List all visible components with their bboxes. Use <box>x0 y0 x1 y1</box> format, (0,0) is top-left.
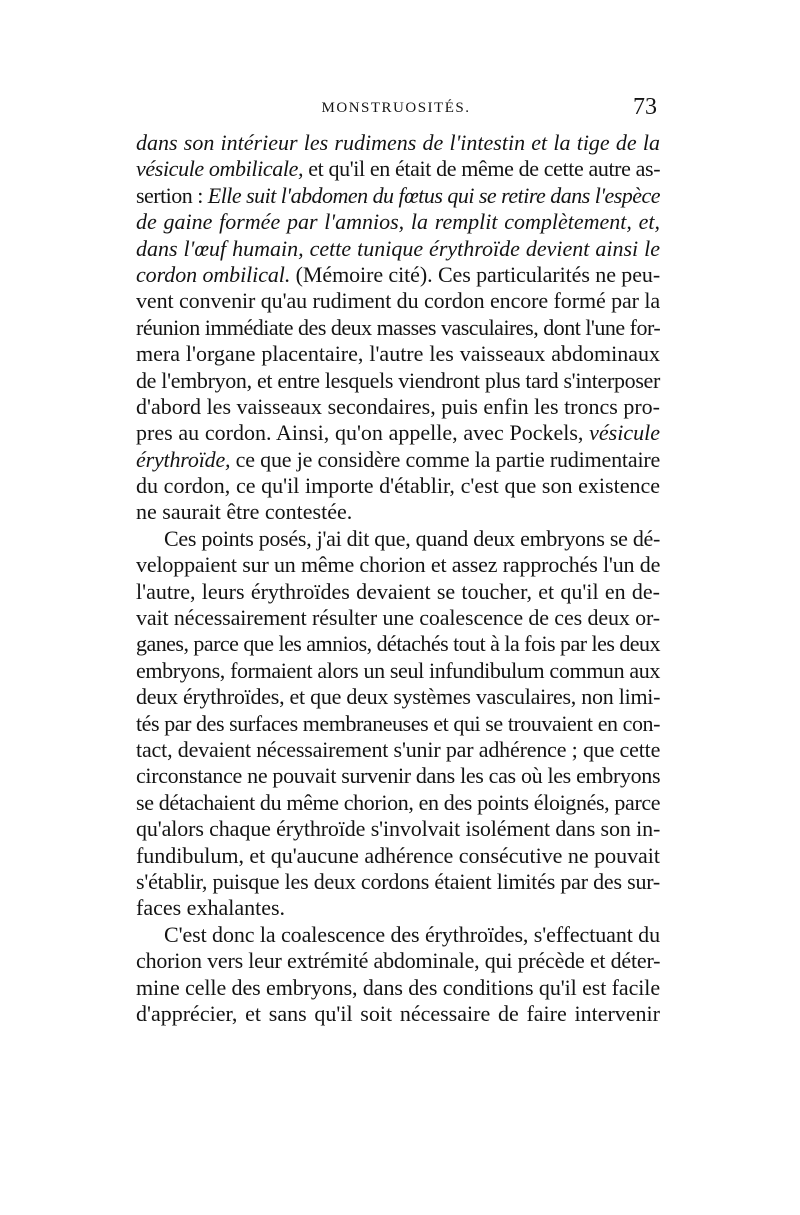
text-run: d'abord les vaisseaux secondaires, puis enfin les troncs pro- <box>136 393 660 419</box>
text-line <box>136 737 660 763</box>
text-run: vait nécessairement résulter une coalescence de ces deux or- <box>136 605 660 631</box>
text-line <box>136 975 660 1001</box>
text-run: ganes, parce que les amnios, détachés tout à la fois par les deux <box>136 631 660 657</box>
text-run: ne saurait être contestée. <box>136 499 353 525</box>
italic-text-run: Elle suit l'abdomen du fœtus qui se retire dans l'espèce <box>207 182 661 208</box>
text-line <box>136 843 660 869</box>
text-line <box>136 579 660 605</box>
text-line <box>136 209 660 235</box>
text-run: de l'embryon, et entre lesquels viendront plus tard s'interposer <box>136 367 660 393</box>
text-run: deux érythroïdes, et que deux systèmes vasculaires, non limi- <box>136 684 661 710</box>
text-line <box>136 763 660 789</box>
text-line <box>136 869 660 895</box>
text-run: du cordon, ce qu'il importe d'établir, c'est que son existence <box>136 473 660 499</box>
text-run: (Mémoire cité). Ces particularités ne peu- <box>290 261 661 287</box>
italic-text-run: vésicule <box>589 420 660 446</box>
page-header <box>135 94 657 132</box>
text-line <box>136 816 660 842</box>
text-line <box>136 156 660 182</box>
text-line <box>136 499 660 525</box>
text-run: mine celle des embryons, dans des conditions qu'il est facile <box>136 974 660 1000</box>
text-run: et qu'il en était de même de cette autre as- <box>303 156 661 182</box>
italic-text-run: cordon ombilical. <box>136 261 291 287</box>
text-line <box>136 526 660 552</box>
text-run: d'apprécier, et sans qu'il soit nécessaire de faire intervenir <box>136 1000 660 1026</box>
text-line <box>136 605 660 631</box>
text-run: réunion immédiate des deux masses vasculaires, dont l'une for- <box>136 314 661 340</box>
text-run: sertion : <box>136 182 208 208</box>
running-title: MONSTRUOSITÉS. <box>321 100 471 116</box>
text-line <box>136 711 660 737</box>
text-run: chorion vers leur extrémité abdominale, qui précède et déter- <box>136 948 661 974</box>
text-run: tés par des surfaces membraneuses et qui se trouvaient en con- <box>136 710 660 736</box>
italic-text-run: vésicule ombilicale, <box>136 156 304 182</box>
text-line <box>136 790 660 816</box>
text-run: vent convenir qu'au rudiment du cordon encore formé par la <box>136 288 661 314</box>
text-run: fundibulum, et qu'aucune adhérence consécutive ne pouvait <box>136 842 660 868</box>
text-line <box>136 552 660 578</box>
text-run: C'est donc la coalescence des érythroïdes, s'effectuant du <box>164 921 660 947</box>
text-line <box>136 420 660 446</box>
text-line <box>136 658 660 684</box>
text-run: mera l'organe placentaire, l'autre les vaisseaux abdominaux <box>136 341 660 367</box>
text-run: embryons, formaient alors un seul infundibulum commun aux <box>136 657 660 683</box>
text-line <box>136 447 660 473</box>
text-line <box>136 130 660 156</box>
text-line <box>136 288 660 314</box>
text-line <box>136 262 660 288</box>
text-line <box>136 341 660 367</box>
text-line <box>136 315 660 341</box>
page-number: 73 <box>633 94 657 120</box>
italic-text-run: de gaine formée par l'amnios, la remplit complètement, et, <box>136 209 660 235</box>
text-run: se détachaient du même chorion, en des points éloignés, parce <box>136 789 661 815</box>
text-run: qu'alors chaque érythroïde s'involvait isolément dans son in- <box>136 816 661 842</box>
text-line <box>136 368 660 394</box>
text-line <box>136 948 660 974</box>
italic-text-run: dans l'œuf humain, cette tunique érythroïde devient ainsi le <box>136 235 660 261</box>
body-text <box>136 130 660 1027</box>
text-line <box>136 394 660 420</box>
italic-text-run: érythroïde, <box>136 446 231 472</box>
text-run: Ces points posés, j'ai dit que, quand deux embryons se dé- <box>164 525 661 551</box>
text-run: ce que je considère comme la partie rudimentaire <box>230 446 661 472</box>
text-line <box>136 895 660 921</box>
text-line <box>136 684 660 710</box>
text-run: l'autre, leurs érythroïdes devaient se toucher, et qu'il en de- <box>136 578 660 604</box>
text-line <box>136 236 660 262</box>
text-run: circonstance ne pouvait survenir dans les cas où les embryons <box>136 763 661 789</box>
text-run: pres au cordon. Ainsi, qu'on appelle, avec Pockels, <box>136 420 590 446</box>
text-run: faces exhalantes. <box>136 895 286 921</box>
text-line <box>136 183 660 209</box>
text-line <box>136 922 660 948</box>
text-run: tact, devaient nécessairement s'unir par adhérence ; que cette <box>136 736 661 762</box>
text-run: veloppaient sur un même chorion et assez rapprochés l'un de <box>136 552 661 578</box>
text-run: s'établir, puisque les deux cordons étaient limités par des sur- <box>136 868 660 894</box>
text-line <box>136 631 660 657</box>
text-line <box>136 473 660 499</box>
italic-text-run: dans son intérieur les rudimens de l'intestin et la tige de la <box>136 130 660 155</box>
text-line <box>136 1001 660 1027</box>
